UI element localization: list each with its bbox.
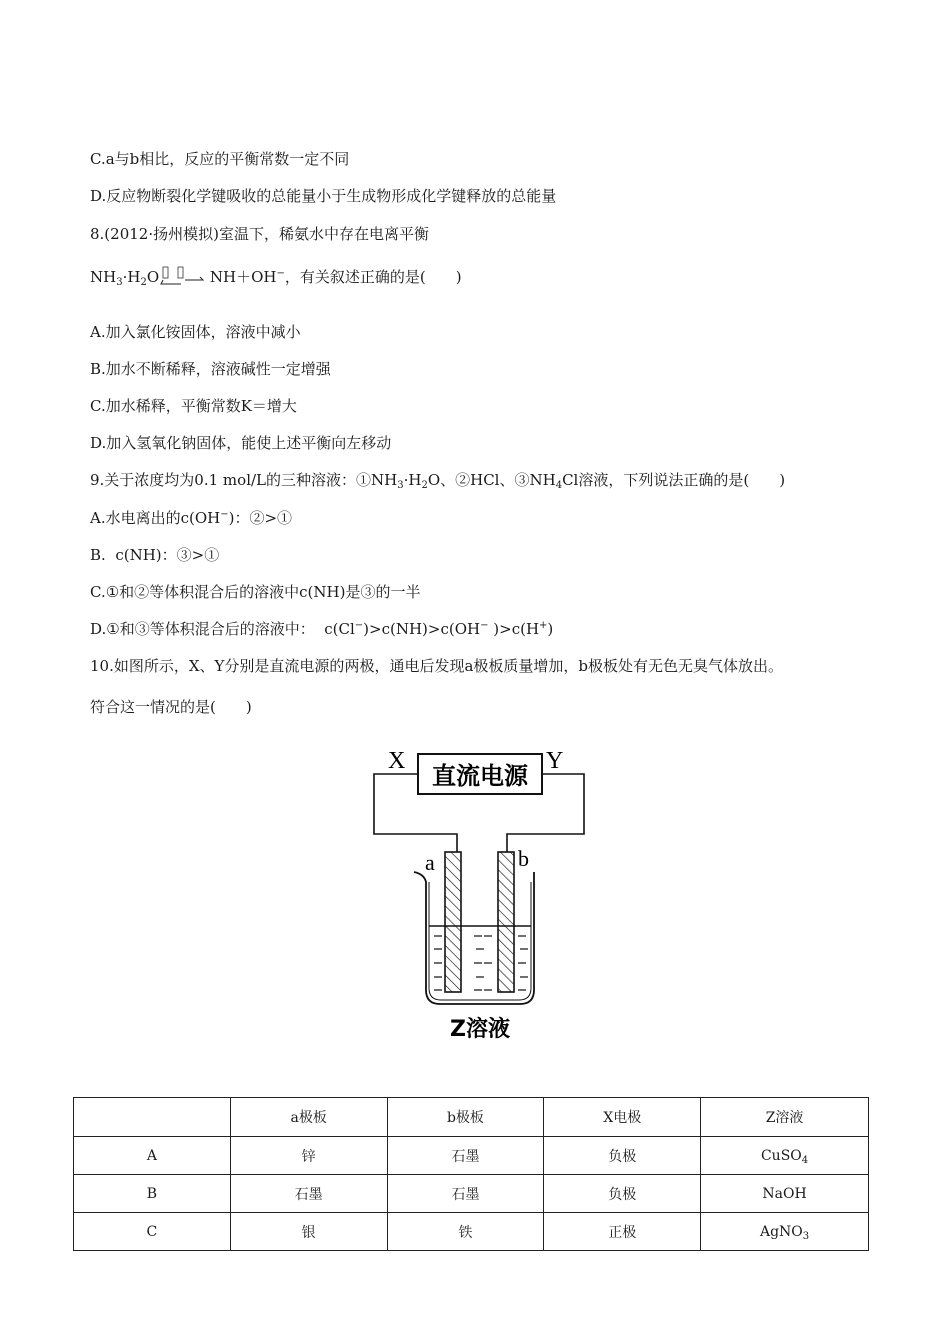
option-7c: C.a与b相比，反应的平衡常数一定不同 — [90, 150, 350, 168]
q9d-text: )>c(NH)>c(OH — [363, 620, 481, 638]
table-header-cell: b极板 — [387, 1098, 544, 1137]
q9d-sup: − — [354, 620, 364, 631]
eq-sub: 3 — [116, 277, 123, 288]
table-cell: 石墨 — [387, 1175, 544, 1213]
formula-text: CuSO — [760, 1147, 802, 1164]
q9-text: O、②HCl、③NH — [427, 471, 556, 489]
table-header-row — [74, 1098, 869, 1137]
eq-sub: 2 — [140, 277, 147, 288]
table-cell: 铁 — [387, 1213, 544, 1251]
question-10-stem: 10.如图所示，X、Y分别是直流电源的两极，通电后发现a极板质量增加，b极板处有无色无臭气体放出。 — [90, 657, 783, 675]
table-header-cell: a极板 — [230, 1098, 387, 1137]
eq-text: O — [146, 268, 160, 286]
table-row — [74, 1137, 869, 1175]
table-cell: 正极 — [544, 1213, 701, 1251]
table-cell — [701, 1175, 869, 1213]
eq-text: ·H — [122, 268, 141, 286]
question-8-equation — [90, 266, 462, 287]
table-row — [74, 1213, 869, 1251]
table-header-cell — [74, 1098, 231, 1137]
eq-text: NH＋OH — [205, 268, 277, 286]
q9-sub: 4 — [555, 480, 563, 491]
solution-label: Z溶液 — [450, 1017, 510, 1042]
question-9-stem — [90, 470, 785, 490]
y-label: Y — [546, 748, 564, 774]
electrolysis-svg — [370, 742, 590, 1042]
q9d-text: ) — [547, 620, 554, 638]
electrode-a — [445, 852, 461, 992]
question-10-stem-cont: 符合这一情况的是( ) — [90, 698, 252, 716]
option-9b: B. c(NH)：③>① — [90, 546, 220, 564]
option-8c: C.加水稀释，平衡常数K＝增大 — [90, 397, 297, 415]
table-cell: 负极 — [544, 1137, 701, 1175]
q9a-text: A.水电离出的c(OH — [90, 509, 221, 527]
q9-text: ·H — [403, 471, 422, 489]
eq-text: ，有关叙述正确的是( ) — [284, 268, 462, 286]
q9-sub: 2 — [421, 480, 428, 491]
formula-text: NaOH — [762, 1185, 807, 1202]
table-cell-option: A — [74, 1137, 231, 1175]
table-cell: 银 — [230, 1213, 387, 1251]
electrolysis-diagram — [370, 742, 590, 1042]
table-cell: 石墨 — [387, 1137, 544, 1175]
formula-text: AgNO — [759, 1223, 803, 1240]
option-9d — [90, 619, 553, 639]
table-cell — [701, 1213, 869, 1251]
table-cell-option: B — [74, 1175, 231, 1213]
q9d-text: )>c(H — [488, 620, 540, 638]
equilibrium-arrows-icon — [159, 266, 205, 286]
table-cell: 锌 — [230, 1137, 387, 1175]
x-label: X — [388, 748, 406, 774]
q9a-text: )：②>① — [228, 509, 293, 527]
q9-text: Cl溶液，下列说法正确的是( ) — [562, 471, 786, 489]
q9d-text: D.①和③等体积混合后的溶液中： c(Cl — [90, 620, 355, 638]
option-9c: C.①和②等体积混合后的溶液中c(NH)是③的一半 — [90, 583, 421, 601]
table-cell: 负极 — [544, 1175, 701, 1213]
answer-options-table — [73, 1097, 869, 1251]
eq-sup: − — [276, 268, 285, 279]
table-cell — [701, 1137, 869, 1175]
q9d-sup: + — [539, 620, 548, 631]
table-header-cell: X电极 — [544, 1098, 701, 1137]
q9-sub: 3 — [397, 480, 404, 491]
formula-sub: 4 — [801, 1154, 809, 1166]
option-8a: A.加入氯化铵固体，溶液中减小 — [90, 323, 301, 341]
option-7d: D.反应物断裂化学键吸收的总能量小于生成物形成化学键释放的总能量 — [90, 187, 557, 205]
table-header-cell: Z溶液 — [701, 1098, 869, 1137]
option-8d: D.加入氢氧化钠固体，能使上述平衡向左移动 — [90, 434, 392, 452]
beaker — [414, 872, 534, 1004]
q9-text: 9.关于浓度均为0.1 mol/L的三种溶液：①NH — [90, 471, 398, 489]
q9a-sup: − — [220, 509, 229, 520]
power-supply-label: 直流电源 — [432, 762, 528, 790]
formula-sub: 3 — [802, 1230, 810, 1242]
a-label: a — [425, 850, 435, 875]
table-row — [74, 1175, 869, 1213]
option-8b: B.加水不断稀释，溶液碱性一定增强 — [90, 360, 331, 378]
table-cell: 石墨 — [230, 1175, 387, 1213]
option-9a — [90, 508, 292, 528]
q9d-sup: − — [480, 620, 489, 631]
electrode-b — [498, 852, 514, 992]
b-label: b — [518, 846, 529, 871]
eq-text: NH — [90, 268, 117, 286]
question-8-stem: 8.(2012·扬州模拟)室温下，稀氨水中存在电离平衡 — [90, 225, 429, 243]
table-cell-option: C — [74, 1213, 231, 1251]
